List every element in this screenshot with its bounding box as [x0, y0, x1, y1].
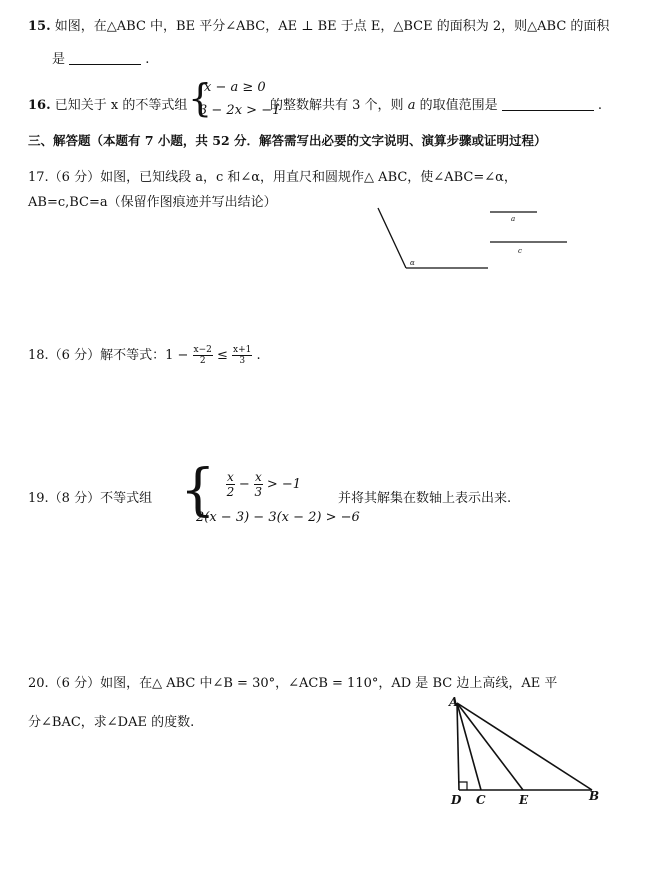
vertex-D-label: D	[451, 793, 462, 807]
angle-alpha-label: α	[410, 259, 415, 267]
q16-prefix: 已知关于 x 的不等式组	[54, 98, 188, 113]
q18-prefix: 18.（6 分）解不等式：1 −	[28, 348, 189, 363]
q18-frac1-numerator: x−2	[193, 345, 212, 355]
q16-end: .	[597, 98, 603, 113]
q19-ineq2: 2(x − 3) − 3(x − 2) > −6	[196, 510, 360, 525]
q19-frac2-numerator: x	[254, 470, 262, 484]
q19-brace: {	[180, 458, 216, 523]
q19-ineq1-minus: −	[238, 477, 250, 492]
q19-frac1-denominator: 2	[226, 485, 235, 499]
segment-c-label: c	[518, 247, 522, 255]
q18-operator: ≤	[217, 348, 228, 363]
q16-ineq2: 3 − 2x > −1	[199, 103, 281, 118]
segment-AE	[457, 703, 523, 790]
section-3-heading: 三、解答题（本题有 7 小题，共 52 分．解答需写出必要的文字说明、演算步骤或证明过程）	[28, 133, 547, 148]
q16-number: 16.	[28, 98, 51, 113]
q16-ineq1: x − a ≥ 0	[204, 80, 266, 95]
q18-end: .	[256, 348, 261, 363]
q20-line1: 20.（6 分）如图，在△ ABC 中∠B = 30°，∠ACB = 110°，AD 是 BC 边上高线，AE 平	[28, 676, 558, 691]
q15-number: 15.	[28, 19, 51, 34]
q18-frac2-denominator: 3	[239, 356, 246, 366]
vertex-B-label: B	[589, 789, 600, 803]
vertex-E-label: E	[519, 793, 529, 807]
q17-line1: 17.（6 分）如图，已知线段 a，c 和∠α，用直尺和圆规作△ ABC，使∠ABC=∠α，	[28, 170, 517, 185]
q18-frac1-denominator: 2	[199, 356, 206, 366]
vertex-C-label: C	[476, 793, 486, 807]
vertex-A-label: A	[449, 695, 459, 709]
q15-line2: 是	[52, 52, 66, 67]
segment-AD	[457, 703, 459, 790]
q16-middle: 的整数解共有 3 个，则	[270, 98, 404, 113]
q16-var: a	[407, 98, 416, 113]
segment-a-label: a	[511, 215, 516, 223]
q19-frac2-denominator: 3	[254, 485, 263, 499]
right-angle-marker	[459, 782, 467, 790]
q20-line2: 分∠BAC，求∠DAE 的度数.	[28, 715, 195, 730]
q15-text: 如图，在△ABC 中，BE 平分∠ABC，AE ⊥ BE 于点 E，△BCE 的面积为 2，则△ABC 的面积	[54, 19, 610, 34]
q19-frac1-numerator: x	[227, 470, 234, 484]
q19-suffix: 并将其解集在数轴上表示出来.	[338, 491, 512, 506]
q15-end: .	[145, 52, 150, 67]
q19-ineq1-rhs: > −1	[266, 477, 302, 492]
q16-suffix: 的取值范围是	[419, 98, 498, 113]
q17-line2: AB=c,BC=a（保留作图痕迹并写出结论）	[28, 195, 277, 210]
q18-frac2-numerator: x+1	[233, 345, 252, 355]
q16-brace: {	[188, 76, 213, 120]
q19-prefix: 19.（8 分）不等式组	[28, 491, 153, 506]
